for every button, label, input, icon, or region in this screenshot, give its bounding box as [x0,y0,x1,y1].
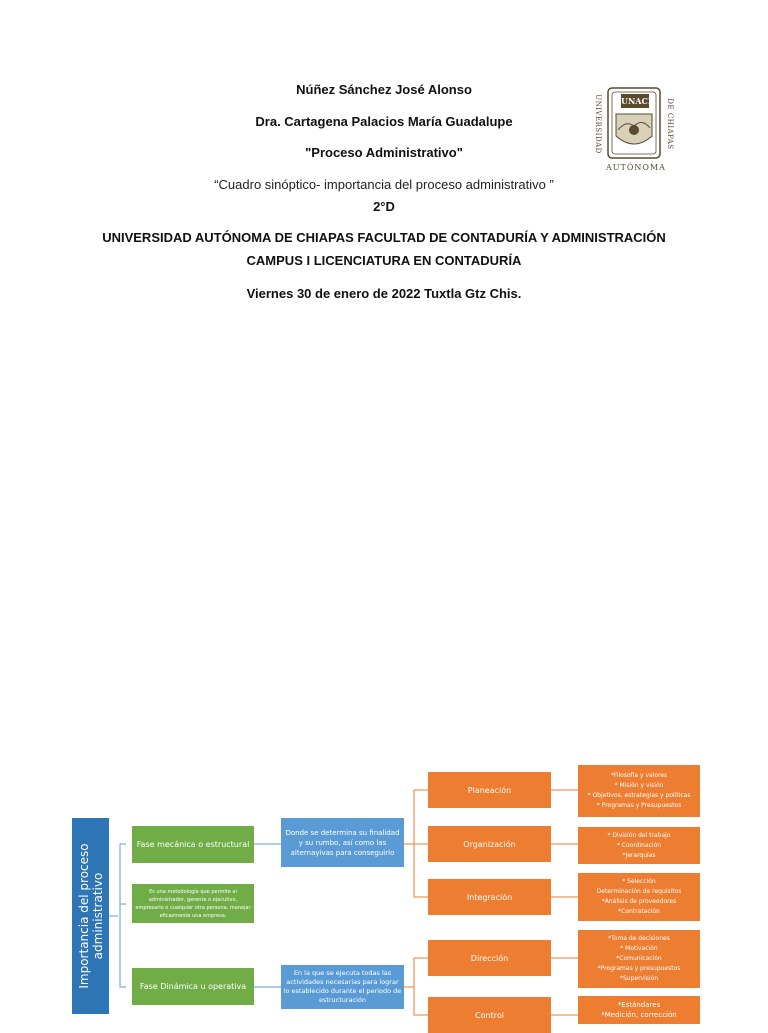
institution-line-1: UNIVERSIDAD AUTÓNOMA DE CHIAPAS FACULTAD DE CONTADURÍA Y ADMINISTRACIÓN [102,230,666,245]
detail-item: *Estándares [617,1001,661,1009]
detail-item: *Comunicación [616,955,662,962]
detail-item: *Análisis de proveedores [601,898,677,905]
detail-item: * Motivación [620,945,658,952]
logo-left-text: UNIVERSIDAD [594,94,602,154]
stage-direccion: Dirección [428,940,551,976]
detail-item: * Coordinación [616,841,662,849]
stage-control: Control [428,997,551,1033]
diagram-title-text [77,843,105,988]
definition-box: Es una metodología que permite al administrador, gerente o ejecutivo, empresario o cualquier otra persona, manejar eficazmente una empresa. [132,884,254,923]
unach-logo [586,80,686,176]
stage-integracion: Integración [428,879,551,915]
diagram-title [72,818,109,1014]
details-control [578,996,700,1024]
mechanical-description-box: Donde se determina su finalidad y su rumbo, así como las alternayivas para conseguirlo [281,818,404,867]
detail-item: *Supervisión [619,975,659,982]
institution-line-2: CAMPUS I LICENCIATURA EN CONTADURÍA [246,253,522,268]
detail-item: * Programas y Presupuestos [596,802,682,809]
stage-planeacion: Planeación [428,772,551,808]
phase-dynamic-box: Fase Dinámica u operativa [132,968,254,1005]
detail-item: *Jerarquías [622,851,656,859]
dynamic-description-box: En la que se ejecuta todas las actividades necesarias para lograr lo establecido durante el periodo de estructuración [281,965,404,1009]
author-name: Núñez Sánchez José Alonso [296,82,472,97]
stage-organizacion: Organización [428,826,551,862]
teacher-name: Dra. Cartagena Palacios María Guadalupe [255,114,513,129]
detail-item: *Contratación [618,908,660,915]
diagram-title-line-2: administrativo [90,872,105,960]
detail-item: * Misión y visión [614,782,664,789]
logo-badge: UNACH [621,96,656,106]
detail-item: *Programas y presupuestos [597,965,681,972]
detail-item: Determinación de requisitos [596,888,682,895]
details-integracion [578,873,700,921]
detail-item: * Objetivos, estrategias y políticas [587,792,691,799]
logo-right-text: DE CHIAPAS [666,98,674,150]
assignment-title: “Cuadro sinóptico- importancia del proceso administrativo ” [214,177,554,192]
details-planeacion [578,765,700,817]
group-label: 2°D [373,199,395,214]
detail-item: * División del trabajo [607,831,671,839]
subject-title: "Proceso Administrativo" [305,145,463,160]
phase-mechanical-box: Fase mecánica o estructural [132,826,254,863]
diagram-title-line-1: Importancia del proceso [76,843,91,989]
details-direccion [578,930,700,988]
detail-item: * Selección [622,878,656,885]
details-organizacion [578,827,700,864]
detail-item: *Toma de decisiones [608,935,670,942]
date-place: Viernes 30 de enero de 2022 Tuxtla Gtz Chis. [246,286,522,301]
detail-item: *Filosofía y valores [610,772,668,779]
detail-item: *Medición, corrección [601,1011,677,1019]
logo-bottom-text: AUTÓNOMA [606,163,666,172]
